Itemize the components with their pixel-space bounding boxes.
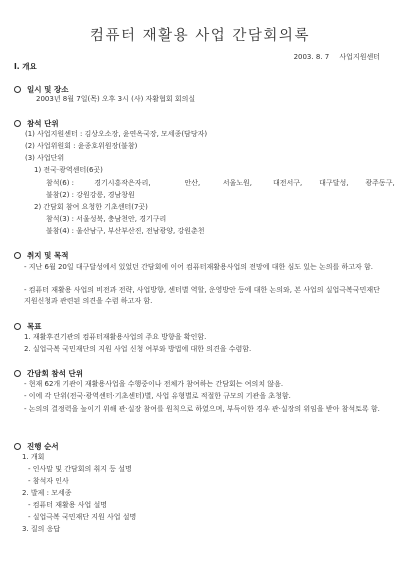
order-item-1a: - 인사말 및 간담회의 취지 등 설명 xyxy=(28,465,132,473)
meeting-units-heading: 간담회 참석 단위 xyxy=(27,369,83,378)
sub1-col-4: 대전서구, xyxy=(272,179,303,187)
attendees-line-1: (1) 사업지원센터 : 김상오소장, 윤연옥국장, 모세종(담당자) xyxy=(25,130,208,138)
purpose-paragraph-1: - 지난 6월 20일 대구달성에서 있었던 간담회에 이어 컴퓨터재활용사업의 전망에 대한 심도 있는 논의를 하고자 함. xyxy=(24,263,374,271)
order-item-2: 2. 발제 : 모세종 xyxy=(22,489,72,497)
goals-section xyxy=(14,321,42,332)
datetime-text: 2003년 8월 7일(목) 오후 3시 (사) 자활협회 회의실 xyxy=(36,95,196,103)
goal-1: 1. 재활후견기관의 컴퓨터재활용사업의 주요 방향을 확인함. xyxy=(24,333,207,341)
purpose-heading: 취지 및 목적 xyxy=(27,251,69,260)
meeting-units-line-1: - 현재 62개 기관이 재활용사업을 수행중이나 전체가 참여하는 간담회는 여의치 않음. xyxy=(24,380,284,388)
attendees-section xyxy=(14,118,59,129)
sub1-col-2: 안산, xyxy=(184,179,201,187)
order-heading: 진행 순서 xyxy=(27,442,59,451)
sub1-col-5: 대구달성, xyxy=(319,179,349,187)
attendees-sub2-attend: 참석(3) : 서울성북, 충남천안, 경기구리 xyxy=(46,215,167,223)
attendees-heading: 참석 단위 xyxy=(27,119,59,128)
attendees-sub1-row xyxy=(46,179,395,188)
attendees-sub-2: 2) 간담회 참여 요청한 기초센터(7곳) xyxy=(34,203,148,211)
document-title: 컴퓨터 재활용 사업 간담회의록 xyxy=(90,28,310,44)
circle-bullet-icon xyxy=(14,443,21,450)
order-section xyxy=(14,441,59,452)
attendees-sub1-absent: 불참(2) : 강원강릉, 경남창원 xyxy=(46,191,135,199)
document-meta xyxy=(286,52,380,62)
meeting-units-line-3: - 논의의 결정력을 높이기 위해 관·실장 참여를 원칙으로 하였으며, 부득이한 경우 관·실장의 위임을 받아 참석토록 함. xyxy=(24,405,380,413)
purpose-section xyxy=(14,250,68,261)
meeting-date: 2003. 8. 7 xyxy=(293,53,330,61)
sub1-col-3: 서울노원, xyxy=(222,179,252,187)
meeting-units-section xyxy=(14,368,83,379)
attendees-sub-1: 1) 전국·광역센터(6곳) xyxy=(34,166,103,174)
attendees-line-2: (2) 사업위원회 : 윤종호위원장(불참) xyxy=(25,142,138,150)
goal-2: 2. 실업극복 국민재단의 지원 사업 신청 여부와 방법에 대한 의견을 수렴함. xyxy=(24,345,252,353)
order-item-2a: - 컴퓨터 재활용 사업 설명 xyxy=(28,501,108,509)
sub1-col-1: 경기시흥작은자리, xyxy=(94,179,151,187)
organization: 사업지원센터 xyxy=(339,53,380,61)
order-item-1b: - 참석자 인사 xyxy=(28,477,69,485)
circle-bullet-icon xyxy=(14,86,21,93)
order-item-1: 1. 개회 xyxy=(22,453,45,461)
attendees-sub2-absent: 불참(4) : 울산남구, 부산부산진, 전남광양, 강원춘천 xyxy=(46,227,205,235)
order-item-2b: - 실업극복 국민재단 지원 사업 설명 xyxy=(28,513,137,521)
datetime-heading: 일시 및 장소 xyxy=(27,85,69,94)
datetime-section xyxy=(14,84,68,95)
sub1-label: 참석(6) : xyxy=(46,179,75,187)
sub1-col-6: 광주동구, xyxy=(365,179,395,187)
circle-bullet-icon xyxy=(14,370,21,377)
attendees-line-3: (3) 사업단위 xyxy=(25,154,65,162)
purpose-paragraph-2: - 컴퓨터 재활용 사업의 비전과 전략, 사업방향, 센터별 역할, 운영방안 등에 대한 논의와, 본 사업의 실업극복국민재단 지원신청과 관련된 의견을 수렴 하고자 함. xyxy=(24,286,380,305)
circle-bullet-icon xyxy=(14,252,21,259)
circle-bullet-icon xyxy=(14,323,21,330)
goals-heading: 목표 xyxy=(27,322,42,331)
meeting-units-line-2: - 이에 각 단위(전국·광역센터·기초센터)별, 사업 유형별로 적절한 규모의 기관을 초청함. xyxy=(24,392,291,400)
circle-bullet-icon xyxy=(14,120,21,127)
order-item-3: 3. 질의 응답 xyxy=(22,525,61,533)
overview-heading: Ⅰ. 개요 xyxy=(14,62,37,71)
